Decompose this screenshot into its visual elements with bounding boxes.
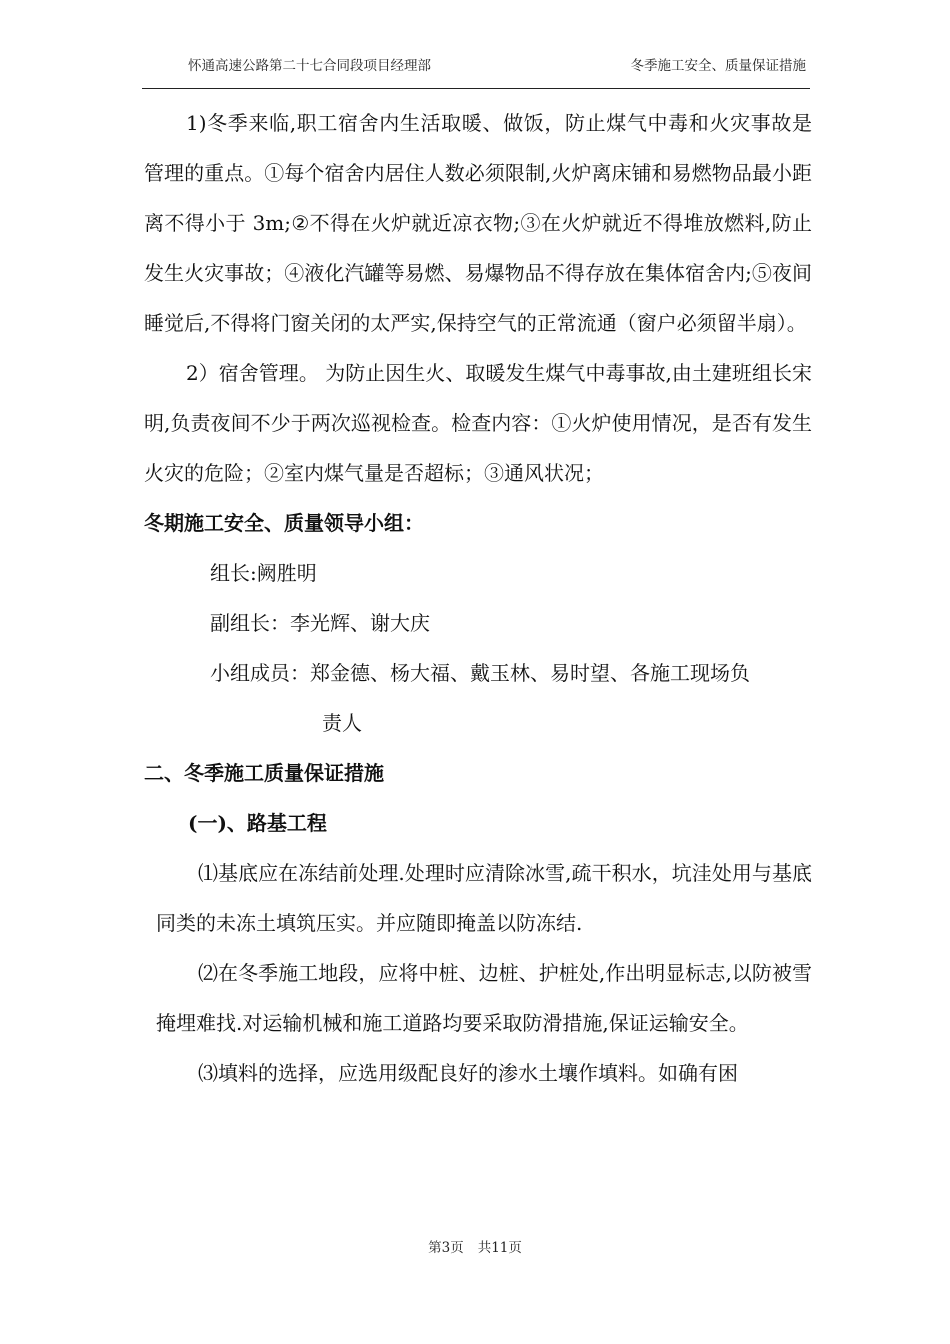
header-document-title: 冬季施工安全、质量保证措施: [630, 58, 806, 74]
group-deputy-leader: 副组长：李光辉、谢大庆: [210, 611, 430, 635]
page-total: 共11页: [477, 1240, 522, 1256]
group-members: 小组成员：郑金德、杨大福、戴玉林、易时望、各施工现场负: [210, 661, 750, 685]
paragraph-dormitory-management: 2）宿舍管理。 为防止因生火、取暖发生煤气中毒事故,由土建班组长宋明,负责夜间不少于两次巡视检查。检查内容：①火炉使用情况，是否有发生火灾的危险；②室内煤气量是否超标；③通风状况；: [144, 361, 812, 485]
page-header: [142, 52, 810, 89]
page-number: 第3页: [428, 1240, 464, 1256]
group-leader: 组长:阙胜明: [210, 561, 317, 585]
subsection-heading: (一)、路基工程: [188, 811, 327, 835]
leadership-group-title: 冬期施工安全、质量领导小组：: [144, 511, 424, 535]
section-heading: 二、冬季施工质量保证措施: [144, 761, 384, 785]
group-members-continued: 责人: [322, 711, 362, 735]
header-organization: 怀通高速公路第二十七合同段项目经理部: [188, 58, 431, 74]
list-item: ⑵在冬季施工地段，应将中桩、边桩、护桩处,作出明显标志,以防被雪掩埋难找.对运输机械和施工道路均要采取防滑措施,保证运输安全。: [156, 961, 812, 1035]
list-item: ⑶填料的选择，应选用级配良好的渗水土壤作填料。如确有困: [198, 1061, 738, 1085]
document-body: [144, 98, 812, 1098]
paragraph-dormitory-heating: 1)冬季来临,职工宿舍内生活取暖、做饭，防止煤气中毒和火灾事故是管理的重点。①每个宿舍内居住人数必须限制,火炉离床铺和易燃物品最小距离不得小于 3m;②不得在火炉就近凉衣物;③在火炉就近不得堆放燃料,防止发生火灾事故；④液化汽罐等易燃、易爆物品不得存放在集体宿舍内;⑤夜间睡觉后,不得将门窗关闭的太严实,保持空气的正常流通（窗户必须留半扇）。: [144, 111, 812, 335]
page-footer: [0, 1236, 950, 1256]
list-item: ⑴基底应在冻结前处理.处理时应清除冰雪,疏干积水，坑洼处用与基底同类的未冻土填筑压实。并应随即掩盖以防冻结.: [156, 861, 812, 935]
